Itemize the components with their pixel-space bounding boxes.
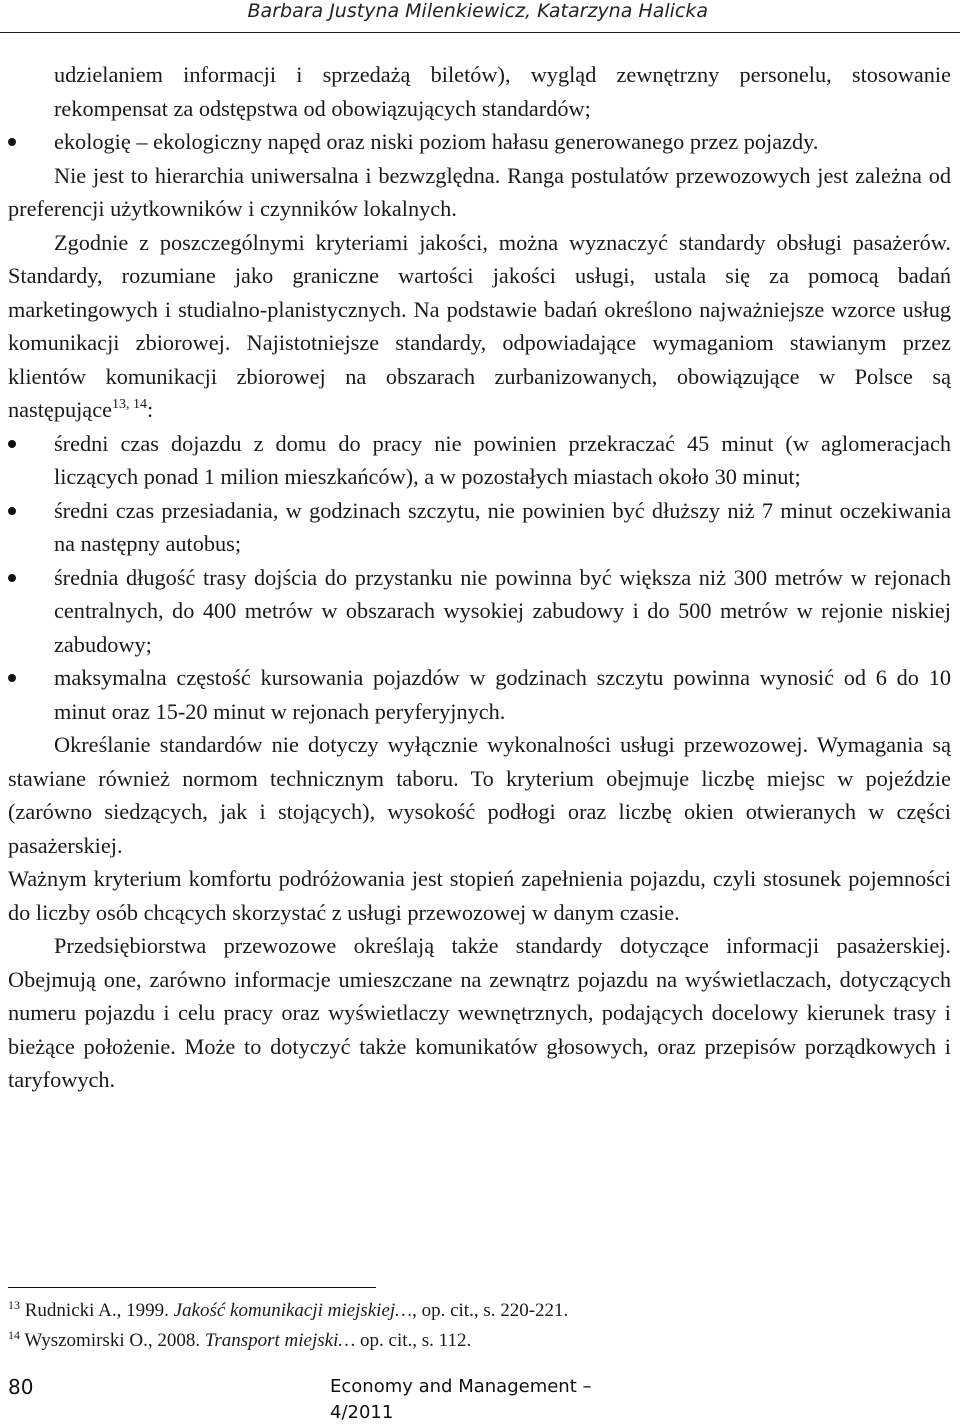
footnote bbox=[8, 1296, 948, 1326]
footnote-number: 14 bbox=[8, 1328, 20, 1342]
footnote-title: Transport miejski… bbox=[204, 1330, 356, 1351]
standards-list bbox=[8, 427, 951, 729]
bullet-icon bbox=[8, 138, 16, 146]
standard-item: maksymalna częstość kursowania pojazdów w godzinach szczytu powinna wynosić od 6 do 10 minut oraz 15-20 minut w rejonach peryferyjnych. bbox=[54, 665, 951, 724]
footnote-author: Wyszomirski O., 2008. bbox=[24, 1330, 205, 1351]
list-item bbox=[8, 494, 951, 561]
footnote-citation: , op. cit., s. 220-221. bbox=[412, 1300, 569, 1321]
standard-item: średni czas przesiadania, w godzinach szczytu, nie powinien być dłuższy niż 7 minut oczekiwania na następny autobus; bbox=[54, 497, 951, 556]
footnote-citation: op. cit., s. 112. bbox=[355, 1330, 472, 1351]
footnote-rule bbox=[8, 1287, 376, 1288]
footnote bbox=[8, 1326, 948, 1356]
journal-name: Economy and Management – 4/2011 bbox=[330, 1376, 592, 1423]
bullet-icon bbox=[8, 674, 16, 682]
bullet-icon bbox=[8, 507, 16, 515]
standard-item: średni czas dojazdu z domu do pracy nie powinien przekraczać 45 minut (w aglomeracjach liczących ponad 1 milion mieszkańców), a w pozostałych miastach około 30 minut; bbox=[54, 430, 951, 489]
paragraph: Przedsiębiorstwa przewozowe określają także standardy dotyczące informacji pasażerskiej. Obejmują one, zarówno informacje umieszczane na zewnątrz pojazdu na wyświetlaczach, dotyczących numeru pojazdu i celu pracy oraz wyświetlaczy wewnętrznych, podających docelowy kierunek trasy i bieżące położenie. Może to dotyczyć także komunikatów głosowych, oraz przepisów porządkowych i taryfowych. bbox=[8, 933, 951, 1092]
paragraph: Nie jest to hierarchia uniwersalna i bezwzględna. Ranga postulatów przewozowych jest zależna od preferencji użytkowników i czynników lokalnych. bbox=[8, 162, 951, 221]
header-rule bbox=[0, 32, 960, 33]
footnote-title: Jakość komunikacji miejskiej… bbox=[173, 1300, 413, 1321]
paragraph-standards-intro bbox=[8, 226, 951, 427]
standard-item: średnia długość trasy dojścia do przystanku nie powinna być większa niż 300 metrów w rejonach centralnych, do 400 metrów w obszarach wysokiej zabudowy i do 500 metrów w rejonie niskiej zabudowy; bbox=[54, 564, 951, 657]
paragraph-text: Zgodnie z poszczególnymi kryteriami jakości, można wyznaczyć standardy obsługi pasażerów. Standardy, rozumiane jako graniczne wartości jakości usługi, ustala się za pomocą badań marketingowych i studialno-planistycznych. Na podstawie badań określono najważniejsze wzorce usług komunikacji zbiorowej. Najistotniejsze standardy, odpowiadające wymaganiom stawianym przez klientów komunikacji zbiorowej na obszarach zurbanizowanych, obowiązujące w Polsce są następujące bbox=[8, 229, 951, 422]
colon: : bbox=[147, 397, 154, 422]
page-number: 80 bbox=[8, 1375, 34, 1399]
bullet-icon bbox=[8, 440, 16, 448]
footnote-author: Rudnicki A., 1999. bbox=[24, 1300, 174, 1321]
paragraph: Ważnym kryterium komfortu podróżowania jest stopień zapełnienia pojazdu, czyli stosunek pojemności do liczby osób chcących skorzystać z usługi przewozowej w danym czasie. bbox=[8, 866, 951, 925]
footnote-ref: 13, 14 bbox=[112, 397, 147, 412]
list-continuation: udzielaniem informacji i sprzedażą biletów), wygląd zewnętrzny personelu, stosowanie rekompensat za odstępstwa od obowiązujących standardów; bbox=[54, 62, 951, 121]
ecology-bullet-list bbox=[8, 125, 951, 159]
list-item bbox=[8, 561, 951, 662]
bullet-icon bbox=[8, 574, 16, 582]
paragraph: Określanie standardów nie dotyczy wyłącznie wykonalności usługi przewozowej. Wymagania są stawiane również normom technicznym taboru. To kryterium obejmuje liczbę miejsc w pojeździe (zarówno siedzących, jak i stojących), wysokość podłogi oraz liczbę okien otwieranych w części pasażerskiej. bbox=[8, 732, 951, 858]
main-text bbox=[8, 58, 951, 1097]
bullet-text-ecology: ekologię – ekologiczny napęd oraz niski poziom hałasu generowanego przez pojazdy. bbox=[54, 129, 819, 154]
running-header: Barbara Justyna Milenkiewicz, Katarzyna Halicka bbox=[247, 0, 708, 22]
list-item bbox=[8, 125, 951, 159]
footnote-number: 13 bbox=[8, 1298, 20, 1312]
footnotes bbox=[8, 1296, 948, 1356]
list-item bbox=[8, 661, 951, 728]
list-item bbox=[8, 427, 951, 494]
